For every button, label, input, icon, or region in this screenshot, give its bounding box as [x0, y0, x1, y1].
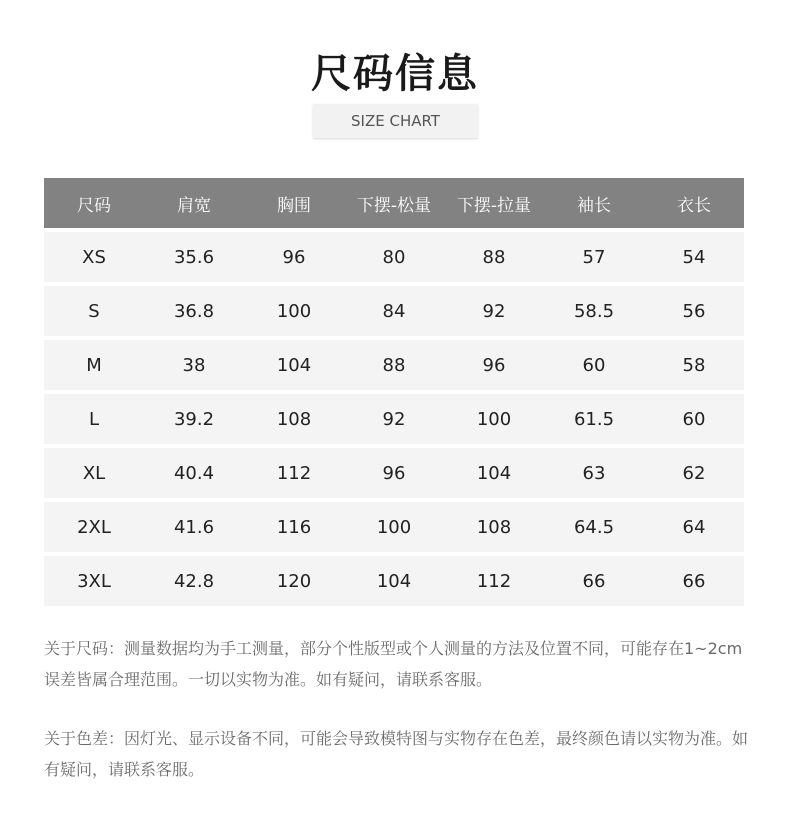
cell-shoulder: 41.6 — [173, 516, 215, 538]
header-hem-stretched: 下摆-拉量 — [456, 195, 532, 216]
size-note: 关于尺码：测量数据均为手工测量，部分个性版型或个人测量的方法及位置不同，可能存在1~2cm误差皆属合理范围。一切以实物为准。如有疑问，请联系客服。 — [44, 639, 743, 689]
size-chart-table — [44, 178, 744, 606]
table-row — [44, 394, 744, 444]
cell-shoulder: 42.8 — [173, 570, 215, 592]
cell-hem-stretched: 88 — [482, 246, 506, 268]
color-note: 关于色差：因灯光、显示设备不同，可能会导致模特图与实物存在色差，最终颜色请以实物为准。如有疑问，请联系客服。 — [44, 729, 749, 779]
header-shoulder: 肩宽 — [177, 195, 211, 216]
cell-chest: 104 — [276, 354, 312, 376]
cell-hem-stretched: 100 — [476, 408, 512, 430]
cell-sleeve: 57 — [582, 246, 606, 268]
table-row — [44, 502, 744, 552]
cell-shoulder: 38 — [182, 354, 206, 376]
cell-hem-relaxed: 84 — [382, 300, 406, 322]
cell-length: 58 — [682, 354, 706, 376]
cell-hem-stretched: 96 — [482, 354, 506, 376]
header-hem-relaxed: 下摆-松量 — [356, 195, 432, 216]
cell-chest: 100 — [276, 300, 312, 322]
cell-length: 54 — [682, 246, 706, 268]
table-row — [44, 232, 744, 282]
cell-chest: 112 — [276, 462, 312, 484]
cell-chest: 116 — [276, 516, 312, 538]
cell-shoulder: 35.6 — [173, 246, 215, 268]
cell-length: 66 — [682, 570, 706, 592]
cell-hem-stretched: 112 — [476, 570, 512, 592]
cell-hem-stretched: 92 — [482, 300, 506, 322]
cell-length: 56 — [682, 300, 706, 322]
table-row — [44, 448, 744, 498]
page-title: 尺码信息 — [311, 51, 479, 97]
cell-hem-relaxed: 88 — [382, 354, 406, 376]
cell-chest: 108 — [276, 408, 312, 430]
cell-chest: 120 — [276, 570, 312, 592]
table-row — [44, 286, 744, 336]
cell-sleeve: 63 — [582, 462, 606, 484]
header-length: 衣长 — [677, 195, 711, 216]
cell-hem-relaxed: 96 — [382, 462, 406, 484]
cell-hem-stretched: 108 — [476, 516, 512, 538]
cell-size: 3XL — [77, 570, 111, 592]
cell-sleeve: 64.5 — [573, 516, 615, 538]
cell-hem-relaxed: 92 — [382, 408, 406, 430]
cell-length: 60 — [682, 408, 706, 430]
cell-size: M — [86, 354, 102, 376]
cell-size: XS — [82, 246, 106, 268]
cell-shoulder: 39.2 — [173, 408, 215, 430]
cell-sleeve: 58.5 — [573, 300, 615, 322]
cell-sleeve: 60 — [582, 354, 606, 376]
cell-hem-relaxed: 80 — [382, 246, 406, 268]
header-sleeve: 袖长 — [577, 195, 611, 216]
cell-size: XL — [82, 462, 106, 484]
page-subtitle: SIZE CHART — [313, 104, 478, 138]
header-size: 尺码 — [77, 195, 111, 216]
cell-hem-stretched: 104 — [476, 462, 512, 484]
cell-length: 64 — [682, 516, 706, 538]
table-header — [44, 178, 744, 228]
cell-hem-relaxed: 100 — [376, 516, 412, 538]
cell-shoulder: 36.8 — [173, 300, 215, 322]
cell-hem-relaxed: 104 — [376, 570, 412, 592]
cell-size: 2XL — [77, 516, 111, 538]
table-row — [44, 340, 744, 390]
cell-shoulder: 40.4 — [173, 462, 215, 484]
cell-chest: 96 — [282, 246, 306, 268]
cell-size: S — [88, 300, 100, 322]
cell-length: 62 — [682, 462, 706, 484]
cell-sleeve: 66 — [582, 570, 606, 592]
cell-size: L — [88, 408, 100, 430]
table-row — [44, 556, 744, 606]
cell-sleeve: 61.5 — [573, 408, 615, 430]
header-chest: 胸围 — [277, 195, 311, 216]
